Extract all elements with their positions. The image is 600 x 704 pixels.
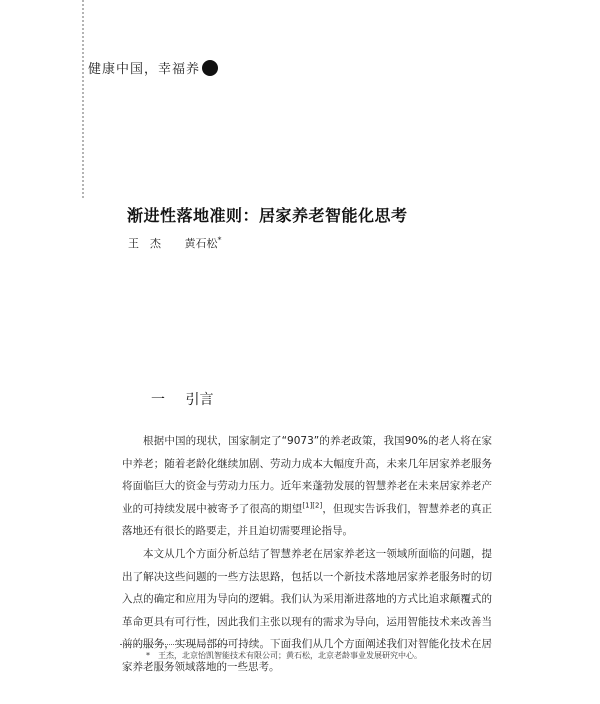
- paragraph-1: [122, 430, 492, 543]
- author-line: [128, 235, 222, 251]
- author-name-1: 王 杰: [128, 237, 161, 250]
- footnote-mark: *: [146, 651, 150, 660]
- author-name-2: 黄石松: [184, 237, 218, 250]
- margin-dotted-line: [82, 0, 84, 200]
- paragraph-2: 本文从几个方面分析总结了智慧养老在居家养老这一领域所面临的问题，提出了解决这些问题的一些方法思路，包括以一个新技术落地居家养老服务时的切入点的确定和应用为导向的逻辑。我们认为采用渐进落地的方式比追求颠覆式的革命更具有可行性，因此我们主张以现有的需求为导向，运用智能技术来改善当前的服务，实现局部的可持续。下面我们从几个方面阐述我们对智能化技术在居家养老服务领域落地的一些思考。: [122, 547, 492, 673]
- footnote-text: 王杰，北京怡凯智能技术有限公司；黄石松，北京老龄事业发展研究中心。: [158, 651, 422, 660]
- citation-ref[interactable]: [1][2]: [302, 501, 323, 510]
- bullet-dot-icon: [202, 60, 218, 76]
- paper-title: 渐进性落地准则：居家养老智能化思考: [127, 206, 408, 225]
- body-text: [122, 430, 492, 679]
- section-heading: [151, 389, 213, 409]
- footnote-rule: [120, 644, 230, 645]
- section-number: 一: [151, 392, 165, 408]
- running-head: [88, 58, 218, 77]
- section-title: 引言: [185, 392, 214, 408]
- footnote: [146, 650, 422, 661]
- running-head-text: 健康中国，幸福养: [88, 62, 201, 77]
- paragraph-1-part-b: ，但现实告诉我们，智慧养老的真正落地还有很长的路要走，并且迫切需要理论指导。: [122, 502, 493, 538]
- author-footnote-mark: *: [217, 235, 222, 245]
- paragraph-1-part-a: 根据中国的现状，国家制定了“9073”的养老政策，我国90%的老人将在家中养老；随着老龄化继续加剧、劳动力成本大幅度升高，未来几年居家养老服务将面临巨大的资金与劳动力压力。近年来蓬勃发展的智慧养老在未来居家养老产业的可持续发展中被寄予了很高的期望: [122, 435, 492, 515]
